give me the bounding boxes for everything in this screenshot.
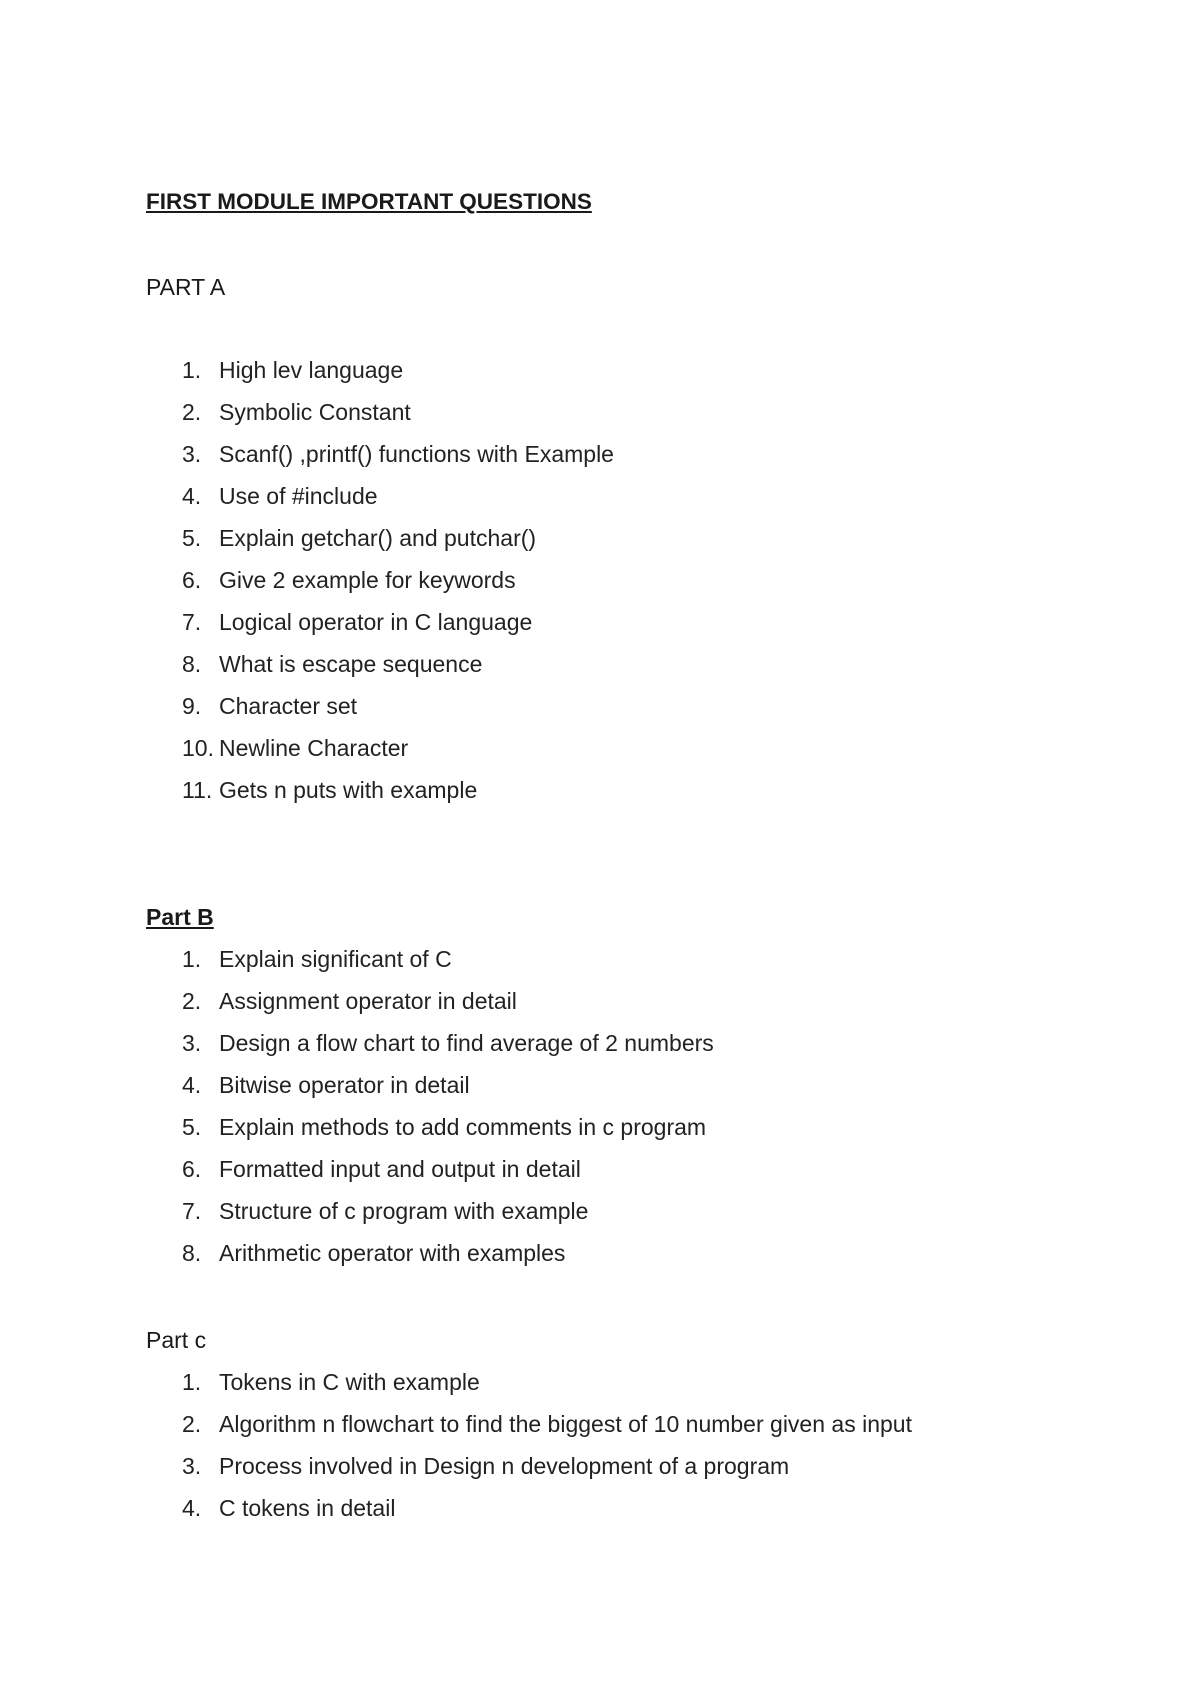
list-item-text: C tokens in detail	[219, 1495, 396, 1521]
list-item	[0, 1368, 1200, 1410]
list-item-text: Explain getchar() and putchar()	[219, 525, 537, 551]
list-item-text: Logical operator in C language	[219, 609, 533, 635]
list-item-text: Scanf() ,printf() functions with Example	[219, 441, 614, 467]
list-item	[0, 734, 1200, 776]
list-item	[0, 524, 1200, 566]
list-item-number: 4.	[182, 1495, 202, 1521]
list-item-number: 2.	[182, 399, 202, 425]
list-item	[0, 1494, 1200, 1536]
list-item-number: 6.	[182, 567, 202, 593]
list-item-number: 5.	[182, 1114, 202, 1140]
list-item	[0, 1113, 1200, 1155]
list-item-number: 1.	[182, 1369, 202, 1395]
list-item-text: Explain methods to add comments in c program	[219, 1114, 707, 1140]
list-item-number: 5.	[182, 525, 202, 551]
list-item-number: 11.	[182, 777, 213, 803]
list-item-text: Formatted input and output in detail	[219, 1156, 581, 1182]
list-item-text: Structure of c program with example	[219, 1198, 589, 1224]
list-item	[0, 650, 1200, 692]
list-item	[0, 1071, 1200, 1113]
list-item-number: 9.	[182, 693, 202, 719]
list-item	[0, 945, 1200, 987]
part-a-heading: PART A	[146, 274, 226, 300]
list-item-number: 1.	[182, 946, 202, 972]
list-item-text: Arithmetic operator with examples	[219, 1240, 566, 1266]
list-item-text: Symbolic Constant	[219, 399, 411, 425]
part-c-heading: Part c	[146, 1327, 207, 1353]
list-item	[0, 566, 1200, 608]
list-item-text: Gets n puts with example	[219, 777, 478, 803]
list-item-number: 10.	[182, 735, 214, 761]
list-item-text: What is escape sequence	[219, 651, 483, 677]
list-item-text: Use of #include	[219, 483, 378, 509]
list-item-text: Algorithm n flowchart to find the biggest of 10 number given as input	[219, 1411, 912, 1437]
list-item-text: High lev language	[219, 357, 404, 383]
list-item	[0, 1029, 1200, 1071]
list-item-number: 8.	[182, 1240, 202, 1266]
list-item-text: Give 2 example for keywords	[219, 567, 516, 593]
list-item	[0, 1155, 1200, 1197]
list-item	[0, 1239, 1200, 1281]
list-item	[0, 1197, 1200, 1239]
part-c-question-list	[0, 1368, 1200, 1536]
list-item-number: 6.	[182, 1156, 202, 1182]
list-item-text: Bitwise operator in detail	[219, 1072, 470, 1098]
list-item-number: 3.	[182, 441, 202, 467]
part-b-heading: Part B	[146, 904, 214, 930]
list-item-text: Process involved in Design n development of a program	[219, 1453, 790, 1479]
document-title: FIRST MODULE IMPORTANT QUESTIONS	[146, 189, 592, 214]
list-item-text: Explain significant of C	[219, 946, 452, 972]
list-item-number: 7.	[182, 609, 202, 635]
part-a-question-list	[0, 356, 1200, 818]
list-item-text: Newline Character	[219, 735, 409, 761]
list-item-number: 8.	[182, 651, 202, 677]
list-item-text: Tokens in C with example	[219, 1369, 480, 1395]
list-item-text: Assignment operator in detail	[219, 988, 517, 1014]
list-item-number: 2.	[182, 988, 202, 1014]
list-item	[0, 1452, 1200, 1494]
list-item-number: 2.	[182, 1411, 202, 1437]
list-item	[0, 608, 1200, 650]
list-item	[0, 987, 1200, 1029]
list-item-number: 4.	[182, 1072, 202, 1098]
list-item	[0, 398, 1200, 440]
list-item-number: 1.	[182, 357, 202, 383]
list-item-number: 7.	[182, 1198, 202, 1224]
part-b-question-list	[0, 945, 1200, 1281]
list-item	[0, 776, 1200, 818]
list-item	[0, 692, 1200, 734]
list-item-number: 3.	[182, 1453, 202, 1479]
list-item	[0, 440, 1200, 482]
list-item	[0, 482, 1200, 524]
list-item-text: Design a flow chart to find average of 2 numbers	[219, 1030, 714, 1056]
list-item-number: 3.	[182, 1030, 202, 1056]
list-item	[0, 356, 1200, 398]
list-item-text: Character set	[219, 693, 358, 719]
list-item-number: 4.	[182, 483, 202, 509]
list-item	[0, 1410, 1200, 1452]
